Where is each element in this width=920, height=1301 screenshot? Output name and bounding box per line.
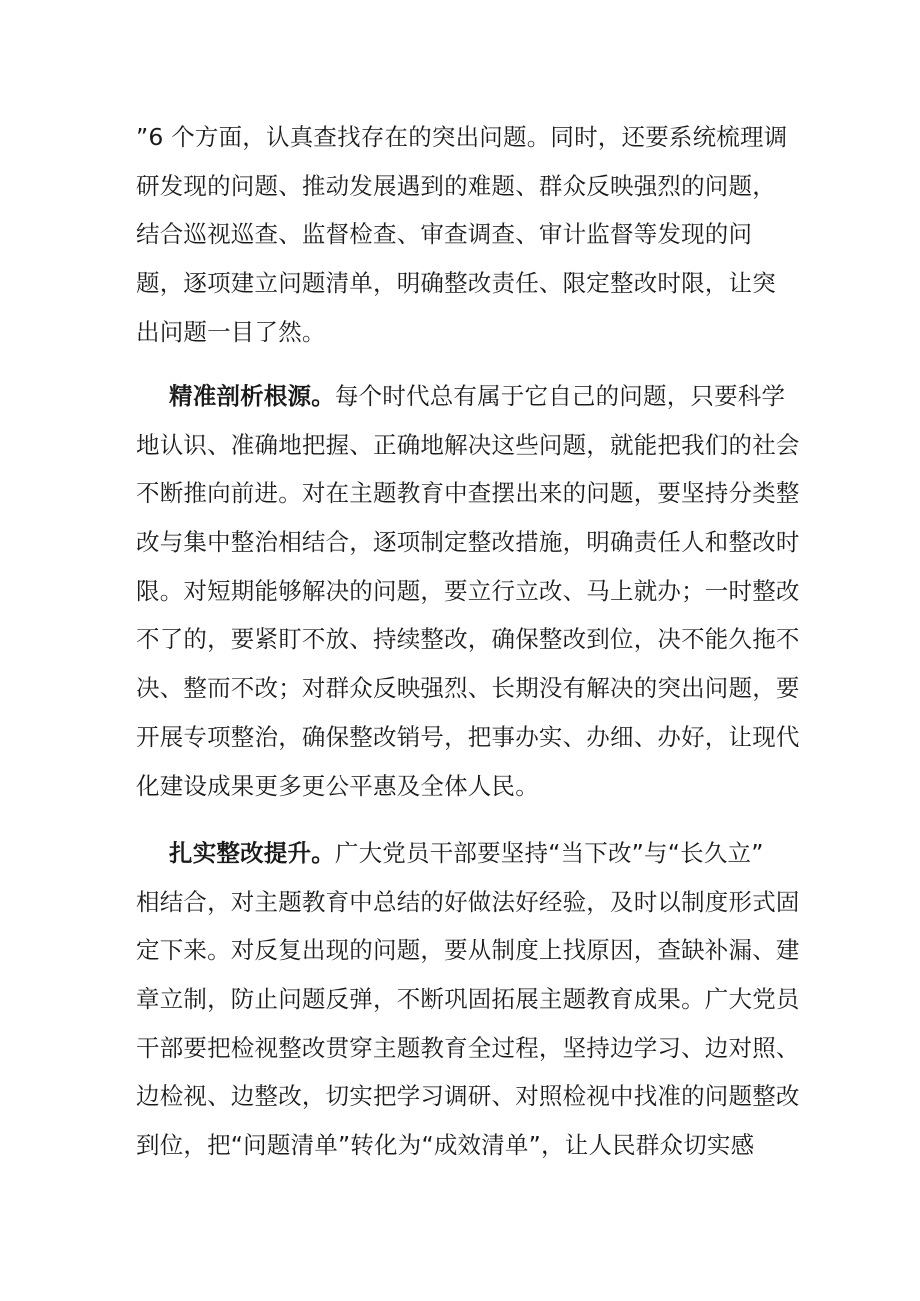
text-line: 边检视、边整改，切实把学习调研、对照检视中找准的问题整改	[136, 1082, 800, 1111]
text-line: 相结合，对主题教育中总结的好做法好经验，及时以制度形式固	[136, 887, 800, 916]
text-line: 改与集中整治相结合，逐项制定整改措施，明确责任人和整改时	[136, 528, 800, 557]
text-line: 不了的，要紧盯不放、持续整改，确保整改到位，决不能久拖不	[136, 625, 800, 654]
text-line-first	[136, 372, 796, 421]
text-line: 限。对短期能够解决的问题，要立行立改、马上就办；一时整改	[136, 576, 800, 605]
text-line: ”6 个方面，认真查找存在的突出问题。同时，还要系统梳理调	[136, 123, 788, 151]
paragraph-problem-list	[136, 113, 796, 356]
text-line: 结合巡视巡查、监督检查、审查调查、审计监督等发现的问	[136, 220, 753, 249]
text-line: 研发现的问题、推动发展遇到的难题、群众反映强烈的问题，	[136, 171, 776, 200]
text-line: 干部要把检视整改贯穿主题教育全过程，坚持边学习、边对照、	[136, 1033, 800, 1062]
text-line: 题，逐项建立问题清单，明确整改责任、限定整改时限，让突	[136, 269, 776, 298]
text-line: 出问题一目了然。	[136, 317, 326, 346]
text-line: 章立制，防止问题反弹，不断巩固拓展主题教育成果。广大党员	[136, 985, 800, 1014]
text-line: 决、整而不改；对群众反映强烈、长期没有解决的突出问题，要	[136, 674, 800, 703]
paragraph-analyze-root-cause	[136, 372, 800, 810]
text-line: 不断推向前进。对在主题教育中查摆出来的问题，要坚持分类整	[136, 479, 800, 508]
text-line-first	[136, 829, 796, 878]
paragraph-rectify-improve	[136, 829, 800, 1170]
text-line: 地认识、准确地把握、正确地解决这些问题，就能把我们的社会	[136, 430, 800, 459]
text-line: 定下来。对反复出现的问题，要从制度上找原因，查缺补漏、建	[136, 936, 800, 965]
text-run: 每个时代总有属于它自己的问题，只要科学	[334, 382, 786, 410]
text-line: 化建设成果更多更公平惠及全体人民。	[136, 771, 539, 800]
text-line: 开展专项整治，确保整改销号，把事办实、办细、办好，让现代	[136, 722, 800, 751]
text-line: 到位，把“问题清单”转化为“成效清单”，让人民群众切实感	[136, 1131, 755, 1160]
paragraph-heading: 精准剖析根源。	[169, 382, 335, 410]
paragraph-heading: 扎实整改提升。	[169, 839, 335, 867]
text-run: 广大党员干部要坚持“当下改”与“长久立”	[334, 839, 764, 867]
